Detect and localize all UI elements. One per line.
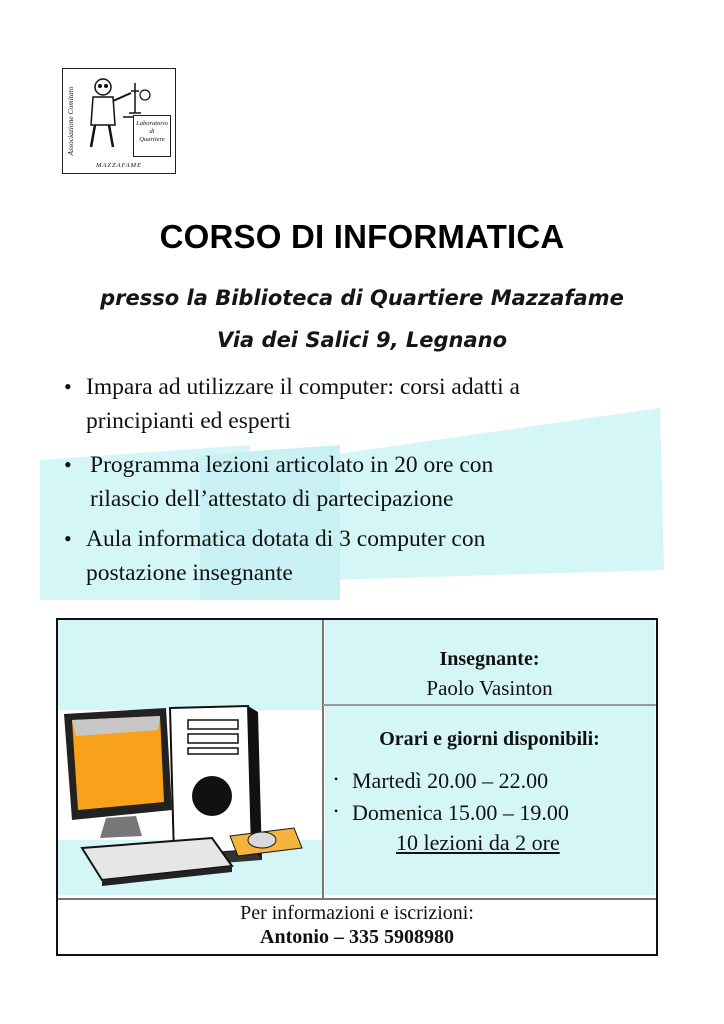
logo-side-text: Associazione Comitato	[66, 86, 75, 156]
list-item-line2: rilascio dell’attestato di partecipazione	[90, 486, 454, 512]
course-info-box	[56, 618, 658, 956]
page-title: CORSO DI INFORMATICA	[159, 218, 565, 255]
contact-info: Antonio – 335 5908980	[260, 926, 454, 948]
schedule-label: Orari e giorni disponibili:	[379, 728, 600, 750]
bullet-icon: •	[64, 452, 72, 477]
bullet-icon: •	[64, 526, 72, 551]
schedule-slot-text: Domenica 15.00 – 19.00	[352, 800, 569, 825]
list-item-line1: Impara ad utilizzare il computer: corsi adatti a	[86, 374, 520, 400]
lessons-count: 10 lezioni da 2 ore	[396, 830, 560, 855]
list-item-line2: principianti ed esperti	[86, 408, 291, 434]
teacher-name: Paolo Vasinton	[426, 676, 553, 700]
bullet-icon: •	[64, 374, 72, 399]
bullet-icon: •	[334, 804, 339, 818]
logo-label-line1: Laboratorio	[136, 120, 168, 127]
logo-bottom-text: MAZZAFAME	[95, 162, 143, 169]
association-logo	[62, 68, 176, 174]
logo-label-box	[133, 115, 171, 157]
schedule-slot-text: Martedì 20.00 – 22.00	[352, 768, 549, 793]
list-item-line1: Programma lezioni articolato in 20 ore con	[90, 452, 494, 478]
list-item-line2: postazione insegnante	[86, 560, 293, 586]
desktop-computer-icon	[62, 698, 312, 888]
divider-bottom	[58, 898, 656, 900]
logo-label-line2: di	[149, 128, 155, 135]
subtitle-address: Via dei Salici 9, Legnano	[216, 328, 508, 352]
bullet-icon: •	[334, 772, 339, 786]
logo-label-line3: Quartiere	[139, 136, 165, 143]
list-item-line1: Aula informatica dotata di 3 computer con	[86, 526, 486, 552]
teacher-label: Insegnante:	[439, 648, 540, 670]
subtitle-location: presso la Biblioteca di Quartiere Mazzafame	[100, 286, 624, 310]
divider-horizontal	[323, 704, 656, 706]
info-heading: Per informazioni e iscrizioni:	[240, 902, 474, 924]
